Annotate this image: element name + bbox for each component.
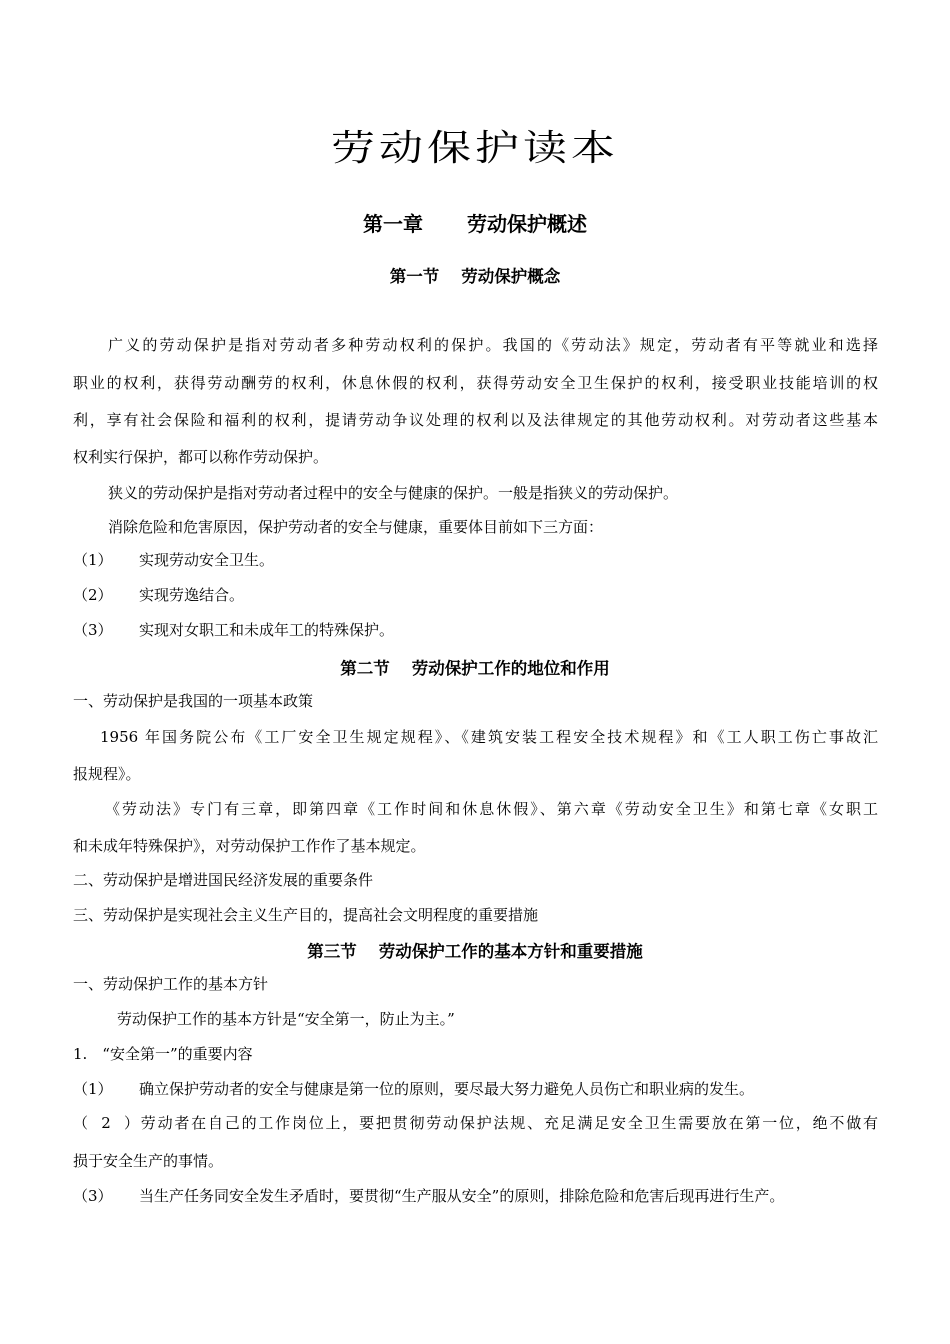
paragraph-line: 和未成年特殊保护》，对劳动保护工作作了基本规定。 [73, 837, 426, 855]
chapter-number: 第一章 [363, 212, 423, 236]
list-item-text: 实现对女职工和未成年工的特殊保护。 [139, 621, 395, 639]
document-title: 劳动保护读本 [331, 127, 619, 169]
paragraph-line: 利，享有社会保险和福利的权利，提请劳动争议处理的权利以及法律规定的其他劳动权利。对劳动者这些基本 [73, 411, 878, 429]
list-item [73, 585, 878, 605]
paragraph-line: 权利实行保护，都可以称作劳动保护。 [73, 448, 329, 466]
list-item [73, 550, 878, 570]
section-1-heading [0, 263, 950, 287]
subheading: 一、劳动保护工作的基本方针 [73, 975, 269, 993]
subheading: 二、劳动保护是增进国民经济发展的重要条件 [73, 871, 374, 889]
paragraph-line: 职业的权利，获得劳动酬劳的权利，休息休假的权利，获得劳动安全卫生保护的权利，接受职业技能培训的权 [73, 374, 878, 392]
list-item [73, 620, 878, 640]
section-2-heading [0, 655, 950, 679]
list-item-text: 实现劳逸结合。 [139, 586, 245, 604]
list-item-number: （2） [73, 586, 113, 604]
list-item-number: （3） [73, 1187, 113, 1205]
paragraph-line: 广义的劳动保护是指对劳动者多种劳动权利的保护。我国的《劳动法》规定，劳动者有平等就业和选择 [108, 336, 878, 354]
section-number: 第一节 [389, 267, 440, 286]
list-item-number: （3） [73, 621, 113, 639]
paragraph-line: 1956 年国务院公布《工厂安全卫生规定规程》、《建筑安装工程安全技术规程》和《工人职工伤亡事故汇 [100, 728, 878, 746]
paragraph-line: 消除危险和危害原因，保护劳动者的安全与健康，重要体目前如下三方面： [108, 518, 604, 536]
section-name: 劳动保护工作的基本方针和重要措施 [378, 942, 643, 961]
list-item-text: 劳动者在自己的工作岗位上，要把贯彻劳动保护法规、充足满足安全卫生需要放在第一位，绝不做有 [139, 1114, 878, 1132]
subheading: 1. “安全第一”的重要内容 [73, 1045, 253, 1063]
chapter-name: 劳动保护概述 [467, 212, 587, 236]
list-item [73, 1186, 878, 1206]
paragraph-line: 报规程》。 [73, 765, 141, 783]
list-item-continuation: 损于安全生产的事情。 [73, 1152, 224, 1170]
paragraph-line: 狭义的劳动保护是指对劳动者过程中的安全与健康的保护。一般是指狭义的劳动保护。 [108, 484, 679, 502]
list-item-text: 确立保护劳动者的安全与健康是第一位的原则，要尽最大努力避免人员伤亡和职业病的发生。 [139, 1080, 755, 1098]
subheading: 一、劳动保护是我国的一项基本政策 [73, 692, 314, 710]
section-name: 劳动保护概念 [461, 267, 561, 286]
chapter-heading [0, 208, 950, 237]
list-item-number: （1） [73, 551, 113, 569]
section-name: 劳动保护工作的地位和作用 [411, 659, 610, 678]
list-item [73, 1113, 878, 1133]
section-number: 第二节 [340, 659, 390, 678]
list-item-text: 实现劳动安全卫生。 [139, 551, 275, 569]
section-3-heading [0, 938, 950, 962]
list-item-number: （1） [73, 1080, 113, 1098]
list-item [73, 1079, 878, 1099]
paragraph-line: 劳动保护工作的基本方针是“安全第一，防止为主。” [117, 1010, 455, 1028]
subheading: 三、劳动保护是实现社会主义生产目的，提高社会文明程度的重要措施 [73, 906, 539, 924]
paragraph-line: 《劳动法》专门有三章，即第四章《工作时间和休息休假》、第六章《劳动安全卫生》和第七章《女职工 [105, 800, 878, 818]
list-item-text: 当生产任务同安全发生矛盾时，要贯彻“生产服从安全”的原则，排除危险和危害后现再进行生产。 [139, 1187, 785, 1205]
list-item-number: （2） [73, 1114, 139, 1132]
section-number: 第三节 [307, 942, 357, 961]
